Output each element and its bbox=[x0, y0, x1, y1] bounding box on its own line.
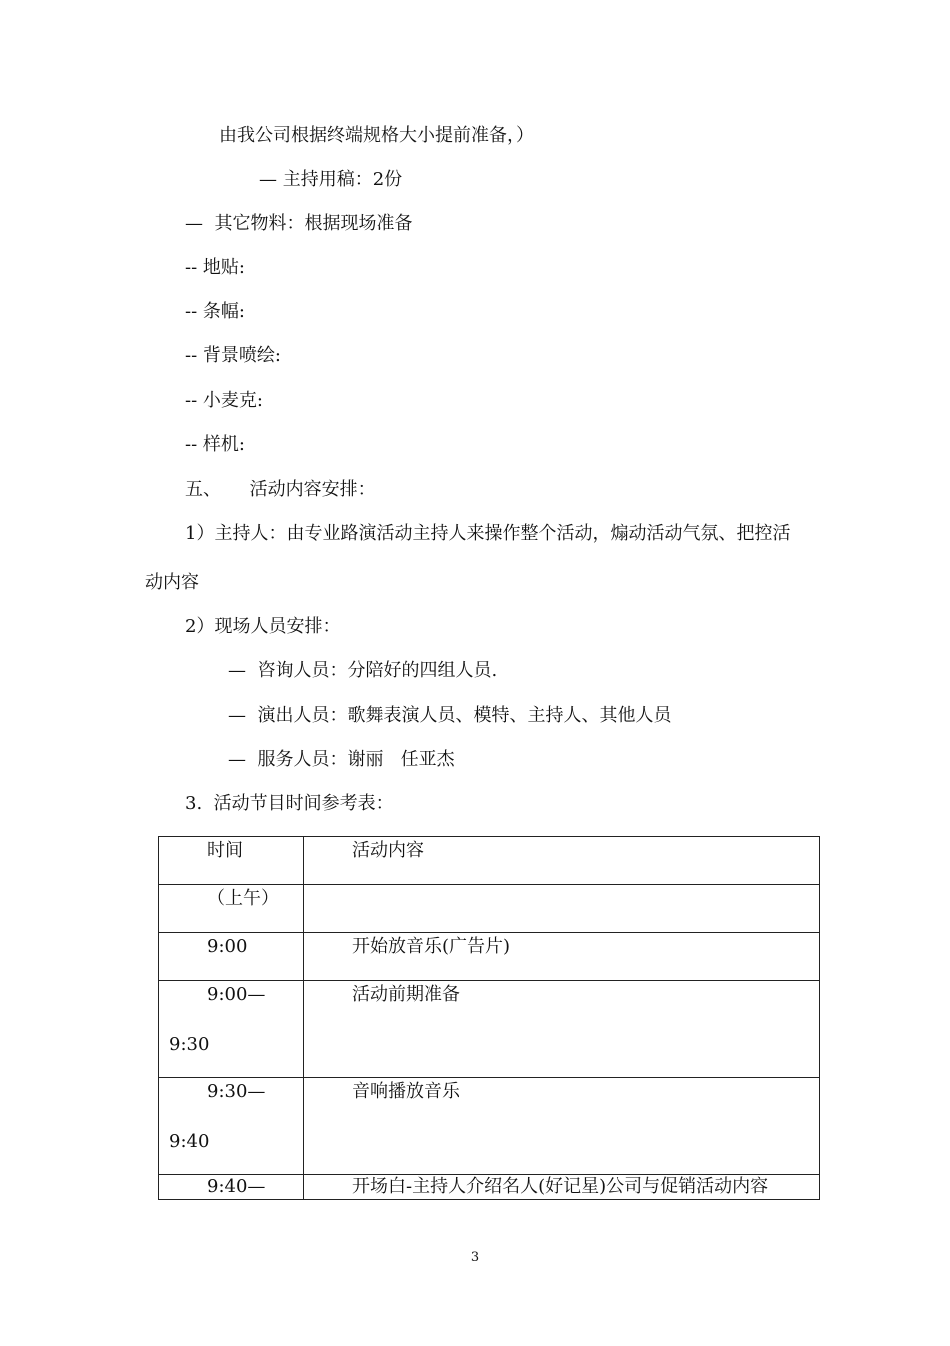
table-row bbox=[159, 885, 820, 933]
table-cell bbox=[304, 885, 820, 933]
text-line: 3. 活动节目时间参考表： bbox=[185, 793, 394, 814]
table-cell bbox=[159, 933, 304, 981]
table-cell bbox=[159, 981, 304, 1078]
text-line: -- 地贴: bbox=[185, 257, 245, 278]
row-time: 9:00 bbox=[207, 936, 248, 957]
table-cell bbox=[159, 837, 304, 885]
row-time: 9:40— bbox=[207, 1176, 266, 1197]
table-row bbox=[159, 1175, 820, 1200]
text-line: -- 小麦克: bbox=[185, 390, 263, 411]
table-cell bbox=[159, 1078, 304, 1175]
schedule-table bbox=[158, 836, 820, 1200]
text-line: -- 样机: bbox=[185, 434, 245, 455]
text-line: — 咨询人员：分陪好的四组人员. bbox=[228, 660, 498, 681]
table-cell bbox=[159, 1175, 304, 1200]
text-line: — 主持用稿：2份 bbox=[259, 169, 403, 190]
table-row bbox=[159, 981, 820, 1078]
table-cell bbox=[304, 1078, 820, 1175]
table-cell bbox=[304, 1175, 820, 1200]
row-time-end: 9:40 bbox=[169, 1131, 210, 1152]
text-line: 1）主持人：由专业路演活动主持人来操作整个活动，煽动活动气氛、把控活 bbox=[185, 523, 791, 544]
text-line: 2）现场人员安排： bbox=[185, 616, 341, 637]
row-content: 活动前期准备 bbox=[352, 984, 460, 1005]
header-content: 活动内容 bbox=[352, 840, 424, 861]
table-header-row bbox=[159, 837, 820, 885]
text-line: — 服务人员：谢丽 任亚杰 bbox=[228, 749, 455, 770]
table-cell bbox=[159, 885, 304, 933]
row-time-end: 9:30 bbox=[169, 1034, 210, 1055]
header-time: 时间 bbox=[207, 840, 243, 861]
row-time: 9:30— bbox=[207, 1081, 266, 1102]
text-line: — 演出人员：歌舞表演人员、模特、主持人、其他人员 bbox=[228, 705, 672, 726]
table-row bbox=[159, 933, 820, 981]
row-time: （上午） bbox=[207, 888, 279, 909]
table-cell bbox=[304, 933, 820, 981]
table-cell bbox=[304, 981, 820, 1078]
table-row bbox=[159, 1078, 820, 1175]
table-cell bbox=[304, 837, 820, 885]
section-heading: 五、 活动内容安排： bbox=[185, 479, 376, 500]
row-content: 音响播放音乐 bbox=[352, 1081, 460, 1102]
row-content: 开始放音乐(广告片) bbox=[352, 936, 511, 957]
text-line: — 其它物料：根据现场准备 bbox=[185, 213, 413, 234]
row-content: 开场白-主持人介绍名人(好记星)公司与促销活动内容 bbox=[352, 1176, 769, 1197]
text-line: -- 背景喷绘: bbox=[185, 345, 281, 366]
row-time: 9:00— bbox=[207, 984, 266, 1005]
text-line: -- 条幅: bbox=[185, 301, 245, 322]
text-line: 由我公司根据终端规格大小提前准备，） bbox=[219, 125, 534, 146]
text-line: 动内容 bbox=[145, 572, 199, 593]
page-number: 3 bbox=[470, 1250, 480, 1265]
